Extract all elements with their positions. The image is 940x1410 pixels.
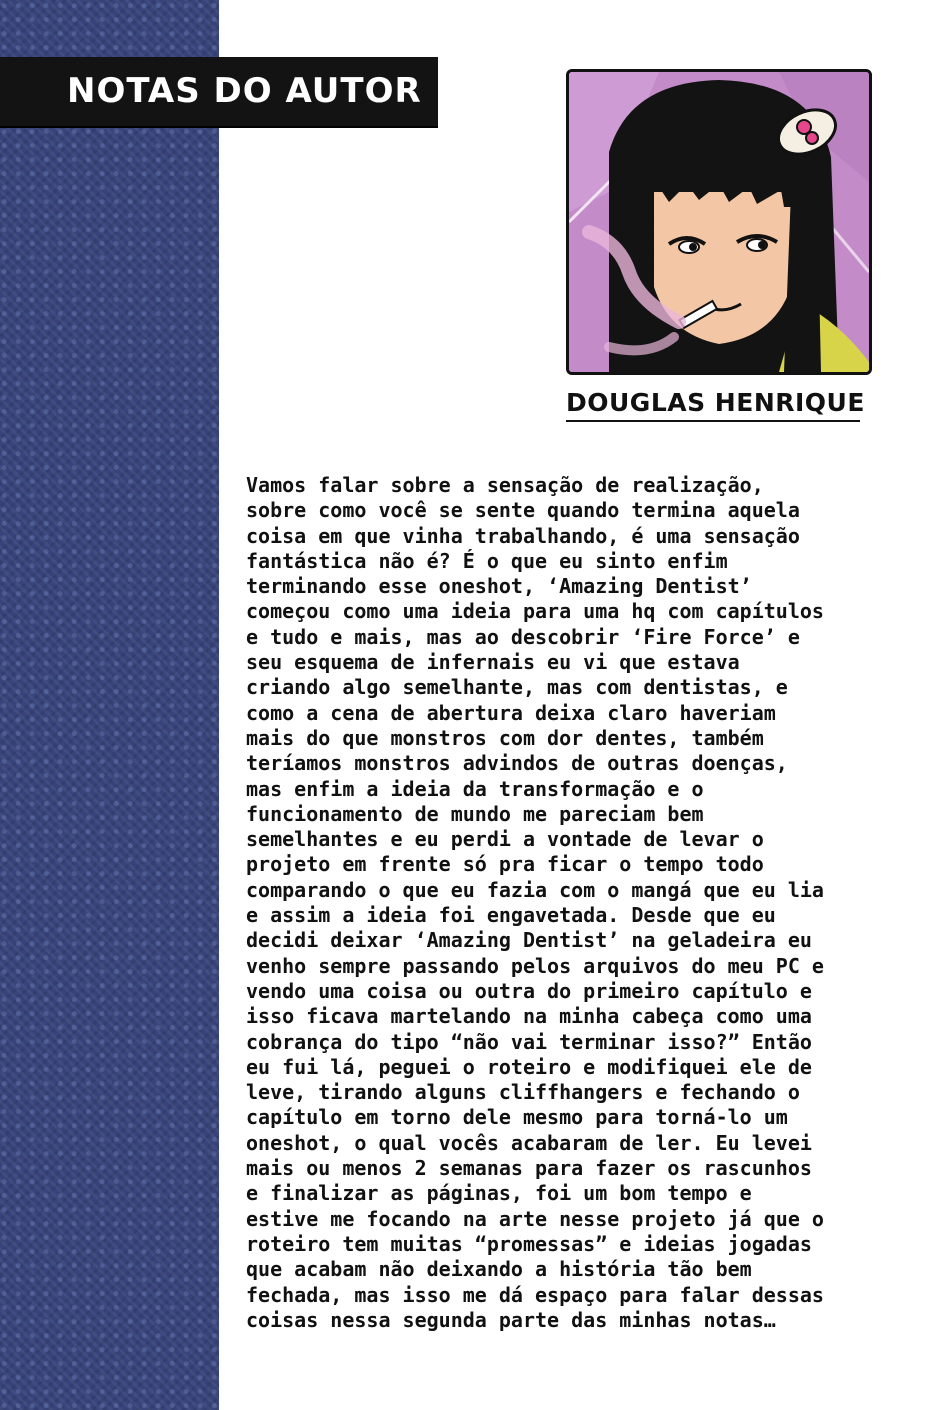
- text-line: decidi deixar ‘Amazing Dentist’ na geladeira eu: [246, 928, 812, 953]
- author-name-underline: [566, 420, 860, 422]
- author-name: DOUGLAS HENRIQUE: [566, 388, 865, 417]
- text-line: roteiro tem muitas “promessas” e ideias jogadas: [246, 1231, 812, 1256]
- text-line: leve, tirando alguns cliffhangers e fechando o: [246, 1080, 800, 1105]
- text-line: semelhantes e eu perdi a vontade de levar o: [246, 827, 764, 852]
- author-portrait: [566, 69, 872, 375]
- text-line: estive me focando na arte nesse projeto já que o: [246, 1206, 824, 1231]
- text-line: eu fui lá, peguei o roteiro e modifiquei ele de: [246, 1054, 812, 1079]
- page-title: NOTAS DO AUTOR: [67, 71, 422, 111]
- text-line: que acabam não deixando a história tão bem: [246, 1257, 752, 1282]
- text-line: fantástica não é? É o que eu sinto enfim: [246, 548, 728, 573]
- text-line: fechada, mas isso me dá espaço para falar dessas: [246, 1282, 824, 1307]
- text-line: comparando o que eu fazia com o mangá que eu lia: [246, 877, 824, 902]
- text-line: mais ou menos 2 semanas para fazer os rascunhos: [246, 1156, 812, 1181]
- text-line: criando algo semelhante, mas com dentistas, e: [246, 675, 788, 700]
- text-line: mais do que monstros com dor dentes, também: [246, 725, 764, 750]
- text-line: isso ficava martelando na minha cabeça como uma: [246, 1004, 812, 1029]
- text-line: e tudo e mais, mas ao descobrir ‘Fire Force’ e: [246, 624, 800, 649]
- text-line: coisa em que vinha trabalhando, é uma sensação: [246, 523, 800, 548]
- text-line: teríamos monstros advindos de outras doenças,: [246, 751, 788, 776]
- author-illustration: [569, 72, 869, 372]
- text-line: mas enfim a ideia da transformação e o: [246, 776, 704, 801]
- text-line: oneshot, o qual vocês acabaram de ler. Eu levei: [246, 1130, 812, 1155]
- text-line: projeto em frente só pra ficar o tempo todo: [246, 852, 764, 877]
- text-line: começou como uma ideia para uma hq com capítulos: [246, 599, 824, 624]
- title-banner: [0, 57, 438, 128]
- text-line: seu esquema de infernais eu vi que estava: [246, 650, 740, 675]
- text-line: como a cena de abertura deixa claro haveriam: [246, 700, 776, 725]
- text-line: Vamos falar sobre a sensação de realização,: [246, 473, 764, 497]
- text-line: capítulo em torno dele mesmo para torná-lo um: [246, 1105, 788, 1130]
- patterned-side-panel: [0, 0, 219, 1410]
- text-line: funcionamento de mundo me pareciam bem: [246, 801, 704, 826]
- text-line: e assim a ideia foi engavetada. Desde que eu: [246, 903, 776, 928]
- author-notes-text: [246, 473, 886, 1333]
- text-line: vendo uma coisa ou outra do primeiro capítulo e: [246, 978, 812, 1003]
- text-line: e finalizar as páginas, foi um bom tempo e: [246, 1181, 752, 1206]
- text-line: cobrança do tipo “não vai terminar isso?” Então: [246, 1029, 812, 1054]
- text-line: coisas nessa segunda parte das minhas notas…: [246, 1307, 776, 1332]
- text-line: sobre como você se sente quando termina aquela: [246, 498, 800, 523]
- text-line: venho sempre passando pelos arquivos do meu PC e: [246, 953, 824, 978]
- text-line: terminando esse oneshot, ‘Amazing Dentist’: [246, 574, 752, 599]
